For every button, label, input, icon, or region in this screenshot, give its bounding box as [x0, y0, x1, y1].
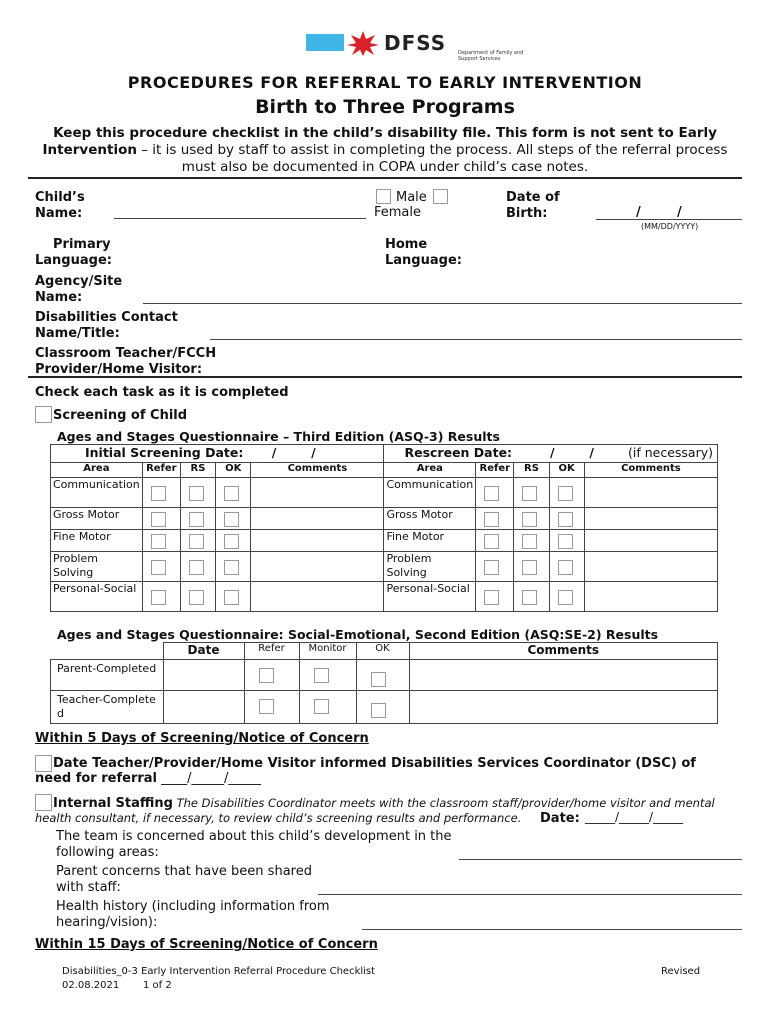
checkbox-cell	[514, 552, 549, 582]
area-label: Personal-Social	[384, 582, 476, 612]
checkbox-cell	[549, 582, 584, 612]
monitor-checkbox[interactable]	[314, 668, 329, 683]
ok-checkbox[interactable]	[558, 560, 573, 575]
comments-cell[interactable]	[251, 508, 384, 530]
refer-checkbox[interactable]	[151, 512, 166, 527]
dsc-text	[35, 756, 735, 786]
ok-checkbox[interactable]	[224, 560, 239, 575]
footer-doc: Disabilities_0-3 Early Intervention Referral Procedure Checklist	[62, 966, 376, 977]
checkbox-cell	[476, 478, 514, 508]
checkbox-cell	[299, 691, 356, 724]
se-col-date: Date	[163, 643, 244, 660]
male-checkbox[interactable]	[376, 189, 391, 204]
rs-checkbox[interactable]	[189, 512, 204, 527]
checkbox-cell	[216, 530, 251, 552]
comments-cell[interactable]	[584, 508, 717, 530]
asq3-col-comments-rescreen: Comments	[584, 463, 717, 478]
checkbox-cell	[549, 552, 584, 582]
childs-name-field[interactable]	[114, 218, 366, 219]
checkbox-cell	[142, 552, 180, 582]
checkbox-cell	[476, 530, 514, 552]
ok-checkbox[interactable]	[558, 486, 573, 501]
initial-date-label: Initial Screening Date:	[85, 445, 244, 460]
intro-bold: Keep this procedure checklist in the child’s disability file. This form is not sent to Early Intervention	[42, 125, 717, 158]
if-necessary: (if necessary)	[627, 445, 713, 460]
area-label: Fine Motor	[384, 530, 476, 552]
checkbox-cell	[299, 660, 356, 691]
comments-cell[interactable]	[584, 530, 717, 552]
concern-health-label: Health history (including information from hearing/vision):	[56, 899, 330, 930]
dsc-bold: Date Teacher/Provider/Home Visitor informed Disabilities Services Coordinator (DSC) of need for referral	[35, 756, 696, 786]
dsc-date-field[interactable]: ____/_____/_____	[161, 771, 261, 786]
asq3-col-area: Area	[51, 463, 143, 478]
rs-checkbox[interactable]	[189, 486, 204, 501]
logo-text: DFSS	[384, 31, 447, 55]
rescreen-date-label: Rescreen Date:	[404, 445, 513, 460]
divider	[28, 177, 742, 179]
refer-checkbox[interactable]	[484, 486, 499, 501]
asq3-row	[51, 478, 718, 508]
dob-label: Date of Birth:	[506, 190, 560, 221]
asq3-row	[51, 582, 718, 612]
area-label: Gross Motor	[384, 508, 476, 530]
primary-language-label: Primary Language:	[35, 237, 112, 268]
refer-checkbox[interactable]	[484, 560, 499, 575]
agency-label: Agency/Site Name:	[35, 274, 123, 305]
contact-field[interactable]	[210, 339, 742, 340]
checkbox-cell	[216, 508, 251, 530]
asq3-col-refer: Refer	[142, 463, 180, 478]
flag-stripe	[306, 34, 344, 51]
monitor-checkbox[interactable]	[314, 699, 329, 714]
rs-checkbox[interactable]	[522, 486, 537, 501]
logo-subtitle: Department of Family and Support Services	[458, 50, 524, 62]
asq3-table	[50, 444, 718, 612]
asq3-col-ok: OK	[216, 463, 251, 478]
concern-development-label: The team is concerned about this child’s development in the following areas:	[56, 829, 452, 860]
check-heading: Check each task as it is completed	[35, 385, 289, 400]
area-label: Communication	[384, 478, 476, 508]
checkbox-cell	[476, 582, 514, 612]
checkbox-cell	[180, 552, 215, 582]
se-row-label: Parent-Completed	[51, 660, 164, 691]
checkbox-cell	[514, 530, 549, 552]
refer-checkbox[interactable]	[484, 534, 499, 549]
asq3-col-ok-rescreen: OK	[549, 463, 584, 478]
refer-checkbox[interactable]	[259, 699, 274, 714]
checkbox-cell	[514, 508, 549, 530]
se-col-ok: OK	[356, 643, 409, 660]
refer-checkbox[interactable]	[151, 590, 166, 605]
concern-parent-label: Parent concerns that have been shared with staff:	[56, 864, 312, 895]
screening-checkbox[interactable]	[35, 406, 52, 423]
ok-checkbox[interactable]	[224, 486, 239, 501]
concern-development-field[interactable]	[459, 859, 742, 860]
area-label: Communication	[51, 478, 143, 508]
page-title: PROCEDURES FOR REFERRAL TO EARLY INTERVENTION	[127, 73, 643, 92]
comments-cell[interactable]	[584, 478, 717, 508]
asq3-row	[51, 508, 718, 530]
rescreen-date-slashes[interactable]: / /	[550, 445, 594, 460]
rs-checkbox[interactable]	[189, 560, 204, 575]
checkbox-cell	[216, 582, 251, 612]
ok-checkbox[interactable]	[558, 534, 573, 549]
checkbox-cell	[356, 691, 409, 724]
asq3-col-rs: RS	[180, 463, 215, 478]
asq3-col-comments: Comments	[251, 463, 384, 478]
ok-checkbox[interactable]	[371, 703, 386, 718]
refer-checkbox[interactable]	[484, 512, 499, 527]
se-comments-cell[interactable]	[409, 691, 718, 724]
se-date-cell[interactable]	[163, 691, 244, 724]
ok-checkbox[interactable]	[224, 512, 239, 527]
refer-checkbox[interactable]	[484, 590, 499, 605]
se-col-comments: Comments	[409, 643, 718, 660]
staffing-italic: The Disabilities Coordinator meets with the classroom staff/provider/home visitor and mental health consultant, if necessary, to review child’s screening results and performance.	[35, 796, 715, 825]
rs-checkbox[interactable]	[522, 512, 537, 527]
male-label: Male	[396, 190, 427, 205]
ok-checkbox[interactable]	[224, 590, 239, 605]
rs-checkbox[interactable]	[522, 590, 537, 605]
checkbox-cell	[216, 552, 251, 582]
initial-date-cell	[51, 445, 384, 463]
asq3-row	[51, 552, 718, 582]
checkbox-cell	[180, 530, 215, 552]
home-language-label: Home Language:	[385, 237, 462, 268]
checkbox-cell	[142, 508, 180, 530]
area-label: Problem Solving	[51, 552, 143, 582]
checkbox-cell	[142, 530, 180, 552]
checkbox-cell	[549, 530, 584, 552]
comments-cell[interactable]	[251, 582, 384, 612]
se-blank-header	[51, 643, 164, 660]
se-col-monitor: Monitor	[299, 643, 356, 660]
ok-checkbox[interactable]	[558, 590, 573, 605]
asq3-row	[51, 530, 718, 552]
contact-label: Disabilities Contact Name/Title:	[35, 310, 178, 341]
se-row-label: Teacher-Completed	[51, 691, 164, 724]
checkbox-cell	[244, 660, 299, 691]
childs-name-label: Child’s Name:	[35, 190, 85, 221]
checkbox-cell	[244, 691, 299, 724]
se-row	[51, 660, 718, 691]
rs-checkbox[interactable]	[189, 534, 204, 549]
ok-checkbox[interactable]	[224, 534, 239, 549]
refer-checkbox[interactable]	[151, 560, 166, 575]
ok-checkbox[interactable]	[371, 672, 386, 687]
checkbox-cell	[514, 478, 549, 508]
staffing-date-label: Date:	[540, 811, 580, 826]
within-15-heading: Within 15 Days of Screening/Notice of Concern	[35, 937, 378, 952]
star-icon	[346, 30, 380, 56]
se-title: Ages and Stages Questionnaire: Social-Emotional, Second Edition (ASQ:SE-2) Results	[57, 627, 659, 642]
area-label: Personal-Social	[51, 582, 143, 612]
female-label: Female	[374, 205, 422, 220]
asq3-title: Ages and Stages Questionnaire – Third Edition (ASQ-3) Results	[57, 429, 500, 444]
staffing-date-field[interactable]: _____/_____/_____	[585, 810, 684, 824]
page-subtitle: Birth to Three Programs	[255, 96, 515, 118]
comments-cell[interactable]	[251, 478, 384, 508]
asq3-col-area-rescreen: Area	[384, 463, 476, 478]
ok-checkbox[interactable]	[558, 512, 573, 527]
area-label: Problem Solving	[384, 552, 476, 582]
female-checkbox[interactable]	[433, 189, 448, 204]
footer-revised: Revised	[661, 966, 701, 977]
agency-field[interactable]	[143, 303, 742, 304]
comments-cell[interactable]	[584, 582, 717, 612]
within-5-heading: Within 5 Days of Screening/Notice of Concern	[35, 731, 369, 746]
rs-checkbox[interactable]	[189, 590, 204, 605]
staffing-bold: Internal Staffing	[53, 796, 173, 811]
checkbox-cell	[476, 508, 514, 530]
checkbox-cell	[549, 478, 584, 508]
asq3-col-rs-rescreen: RS	[514, 463, 549, 478]
checkbox-cell	[216, 478, 251, 508]
intro-text	[34, 125, 736, 176]
checkbox-cell	[180, 508, 215, 530]
divider	[28, 376, 742, 378]
se-row	[51, 691, 718, 724]
teacher-label: Classroom Teacher/FCCH Provider/Home Visitor:	[35, 346, 217, 377]
checkbox-cell	[514, 582, 549, 612]
checkbox-cell	[180, 582, 215, 612]
area-label: Fine Motor	[51, 530, 143, 552]
logo	[306, 30, 524, 64]
dob-format: (MM/DD/YYYY)	[641, 222, 699, 231]
initial-date-slashes[interactable]: / /	[271, 445, 316, 460]
rs-checkbox[interactable]	[522, 534, 537, 549]
footer-date: 02.08.2021	[62, 980, 120, 991]
rs-checkbox[interactable]	[522, 560, 537, 575]
refer-checkbox[interactable]	[151, 534, 166, 549]
checkbox-cell	[142, 582, 180, 612]
checkbox-cell	[180, 478, 215, 508]
intro-rest: – it is used by staff to assist in completing the process. All steps of the referral process must also be documented in COPA under child’s case notes.	[136, 142, 728, 175]
rescreen-date-cell	[384, 445, 718, 463]
comments-cell[interactable]	[251, 530, 384, 552]
asq3-col-refer-rescreen: Refer	[476, 463, 514, 478]
se-comments-cell[interactable]	[409, 660, 718, 691]
screening-label: Screening of Child	[53, 408, 188, 423]
dob-slashes: / /	[636, 205, 682, 220]
checkbox-cell	[142, 478, 180, 508]
se-col-refer: Refer	[244, 643, 299, 660]
se-table	[50, 642, 718, 724]
refer-checkbox[interactable]	[259, 668, 274, 683]
refer-checkbox[interactable]	[151, 486, 166, 501]
comments-cell[interactable]	[584, 552, 717, 582]
area-label: Gross Motor	[51, 508, 143, 530]
concern-health-field[interactable]	[362, 929, 742, 930]
comments-cell[interactable]	[251, 552, 384, 582]
checkbox-cell	[549, 508, 584, 530]
concern-parent-field[interactable]	[318, 894, 742, 895]
checkbox-cell	[356, 660, 409, 691]
checkbox-cell	[476, 552, 514, 582]
se-date-cell[interactable]	[163, 660, 244, 691]
footer-page: 1 of 2	[143, 980, 172, 991]
